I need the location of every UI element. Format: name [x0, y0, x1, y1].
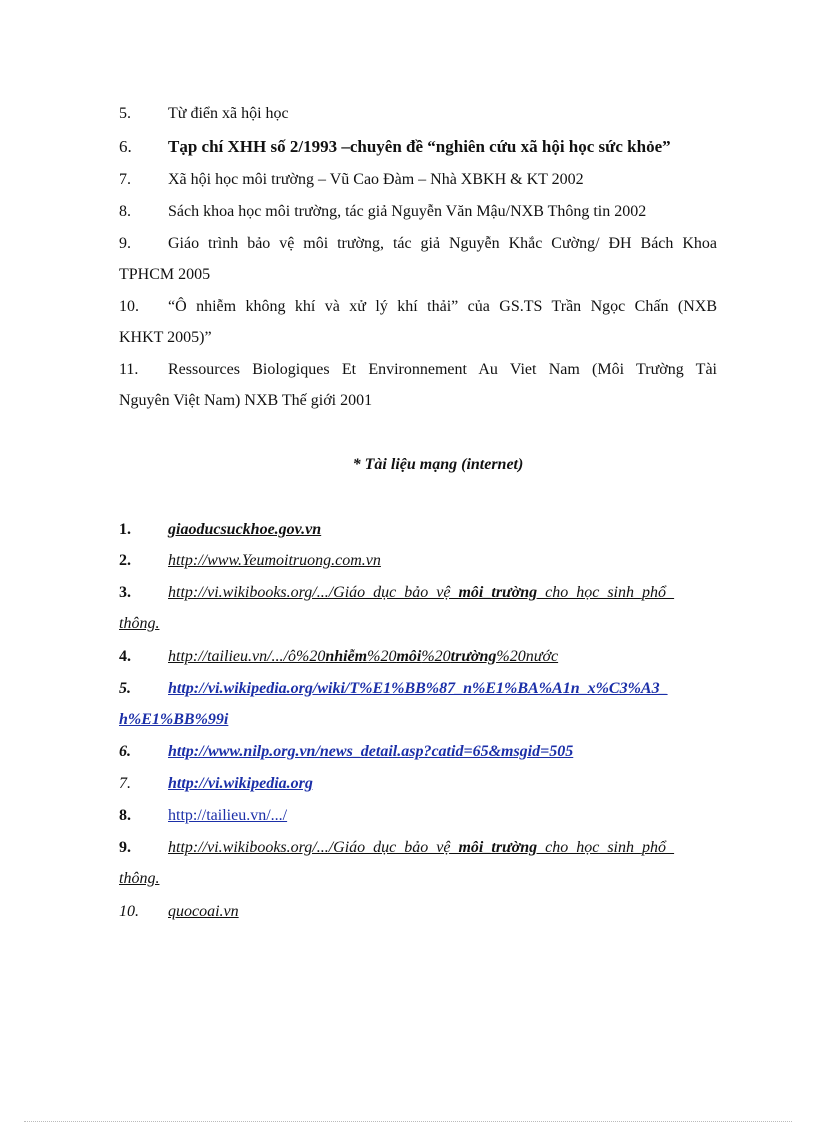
link-text-line2[interactable]: thông.	[119, 870, 160, 887]
link-text[interactable]: quocoai.vn	[168, 903, 239, 920]
reference-text-line1: Ressources Biologiques Et Environnement Au Viet Nam (Môi Trường Tài	[168, 361, 717, 378]
reference-text: Xã hội học môi trường – Vũ Cao Đàm – Nhà XBKH & KT 2002	[168, 171, 584, 188]
link-number: 5.	[119, 680, 131, 697]
link-number: 3.	[119, 584, 131, 601]
link-text-line2[interactable]: h%E1%BB%99i	[119, 711, 229, 728]
link-item	[119, 577, 717, 639]
reference-number: 6.	[119, 137, 132, 156]
link-text-line2[interactable]: thông.	[119, 615, 160, 632]
internet-section-heading: * Tài liệu mạng (internet)	[352, 456, 524, 473]
link-text-part[interactable]: http://tailieu.vn/.../ô%20	[168, 648, 326, 665]
reference-item	[119, 196, 717, 227]
reference-number: 10.	[119, 298, 139, 315]
link-item	[119, 673, 717, 735]
link-text-part[interactable]: %20nước	[496, 648, 559, 665]
link-item	[119, 896, 717, 927]
link-item	[119, 514, 717, 545]
link-text-line1[interactable]: http://vi.wikipedia.org/wiki/T%E1%BB%87_n%E1%BA%A1n_x%C3%A3_	[168, 680, 668, 697]
reference-text: Sách khoa học môi trường, tác giả Nguyễn Văn Mậu/NXB Thông tin 2002	[168, 203, 647, 220]
reference-text-line1: Giáo trình bảo vệ môi trường, tác giả Nguyễn Khắc Cường/ ĐH Bách Khoa	[168, 235, 717, 252]
link-text-part[interactable]: %20	[367, 648, 397, 665]
link-item	[119, 768, 717, 799]
reference-number: 5.	[119, 105, 131, 122]
link-text-part[interactable]: môi_trường	[458, 584, 538, 601]
reference-text-line2: Nguyên Việt Nam) NXB Thế giới 2001	[119, 392, 373, 409]
reference-text-line1: “Ô nhiễm không khí và xử lý khí thải” của GS.TS Trần Ngọc Chấn (NXB	[168, 298, 717, 315]
link-number: 6.	[119, 743, 131, 760]
link-number: 1.	[119, 521, 131, 538]
link-item	[119, 800, 717, 831]
link-number: 7.	[119, 775, 131, 792]
link-text-part[interactable]: trường	[450, 648, 497, 665]
link-number: 2.	[119, 552, 131, 569]
reference-text: Từ điển xã hội học	[168, 105, 289, 122]
reference-number: 8.	[119, 203, 131, 220]
link-text[interactable]: http://www.nilp.org.vn/news_detail.asp?catid=65&msgid=505	[168, 743, 574, 760]
link-text-part[interactable]: _cho_học_sinh_phổ_	[537, 839, 674, 856]
reference-item	[119, 98, 717, 129]
page-bottom-divider	[24, 1121, 792, 1122]
link-text-part[interactable]: môi	[396, 648, 422, 665]
link-text-part[interactable]: http://vi.wikibooks.org/.../Giáo_dục_bảo_vệ_	[168, 839, 459, 856]
reference-item	[119, 228, 717, 290]
reference-text-line2: TPHCM 2005	[119, 266, 211, 283]
reference-item	[119, 131, 717, 162]
link-number: 8.	[119, 807, 131, 824]
reference-item	[119, 354, 717, 416]
link-item	[119, 736, 717, 767]
link-number: 4.	[119, 648, 131, 665]
reference-number: 7.	[119, 171, 131, 188]
link-number: 9.	[119, 839, 131, 856]
link-text-part[interactable]: môi_trường	[458, 839, 538, 856]
reference-text-line2: KHKT 2005)”	[119, 329, 212, 346]
link-item	[119, 545, 717, 576]
reference-number: 9.	[119, 235, 131, 252]
link-text-part[interactable]: http://vi.wikibooks.org/.../Giáo_dục_bảo_vệ_	[168, 584, 459, 601]
link-text[interactable]: http://tailieu.vn/.../	[168, 807, 288, 824]
reference-text: Tạp chí XHH số 2/1993 –chuyên đề “nghiên cứu xã hội học sức khỏe”	[168, 137, 671, 156]
link-item	[119, 832, 717, 894]
reference-number: 11.	[119, 361, 139, 378]
link-text[interactable]: http://vi.wikipedia.org	[168, 775, 313, 792]
link-item	[119, 641, 717, 672]
link-text-part[interactable]: %20	[421, 648, 451, 665]
reference-item	[119, 164, 717, 195]
link-number: 10.	[119, 903, 139, 920]
link-text[interactable]: giaoducsuckhoe.gov.vn	[168, 521, 322, 538]
link-text[interactable]: http://www.Yeumoitruong.com.vn	[168, 552, 381, 569]
link-text-part[interactable]: _cho_học_sinh_phổ_	[537, 584, 674, 601]
reference-item	[119, 291, 717, 353]
link-text-part[interactable]: nhiễm	[325, 648, 368, 665]
